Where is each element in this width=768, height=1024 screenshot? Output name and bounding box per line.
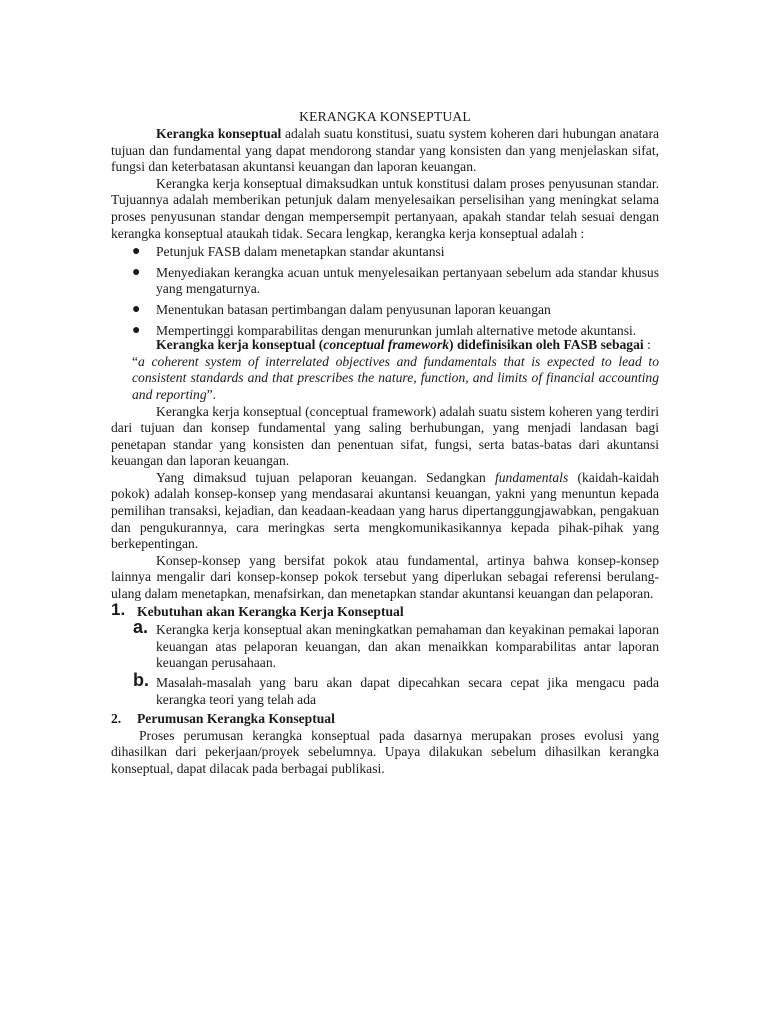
section-number: 2. <box>111 711 122 727</box>
paragraph-fundamentals: Yang dimaksud tujuan pelaporan keuangan. Sedangkan fundamentals (kaidah-kaidah pokok) adalah konsep-konsep yang mendasarai akuntansi keuangan, yakni yang menuntun kepada pemilihan transaksi, kejadian, dan keadaan-keadaan yang harus dipertanggungjawabkan, pengakuan dan pengukurannya, cara meringkas serta mengkomunikasikannya kepada pihak-pihak yang berkepentingan. <box>111 469 659 552</box>
section-number: 1. <box>111 599 126 619</box>
list-item: ● Menentukan batasan pertimbangan dalam penyusunan laporan keuangan <box>132 301 551 317</box>
paragraph-text: adalah suatu konstitusi, suatu system koheren dari hubungan anatara tujuan dan fundamental yang dapat mendorong standar yang konsisten dan yang menjelaskan sifat, fungsi dan keterbatasan akuntansi keuangan dan laporan keuangan. <box>111 126 659 175</box>
bullet-list <box>111 244 659 339</box>
document-page <box>111 109 659 778</box>
list-item: ● Petunjuk FASB dalam menetapkan standar akuntansi <box>132 244 445 260</box>
list-item: ● Menyediakan kerangka acuan untuk menyelesaikan pertanyaan sebelum ada standar khusus yang mengaturnya. <box>132 264 659 297</box>
paragraph-framework: Kerangka kerja konseptual (conceptual framework) adalah suatu sistem koheren yang terdiri dari tujuan dan konsep fundamental yang saling berhubungan, yang menjadi landasan bagi penetapan standar yang konsisten dan penentuan sifat, fungsi, serta batas-batas dari akuntansi keuangan dan laporan keuangan. <box>111 403 659 469</box>
bullet-icon: ● <box>132 301 141 317</box>
term-bold: Kerangka konseptual <box>156 126 282 141</box>
paragraph-fasb-definition: Kerangka kerja konseptual (conceptual framework) didefinisikan oleh FASB sebagai : <box>156 337 651 353</box>
list-item: b. Masalah-masalah yang baru akan dapat dipecahkan secara cepat jika mengacu pada kerangka teori yang telah ada <box>133 670 659 707</box>
paragraph-purpose: Kerangka kerja konseptual dimaksudkan untuk konstitusi dalam proses penyusunan standar. Tujuannya adalah memberikan petunjuk dalam menyelesaikan perselisihan yang meningkat selama proses penyusunan standar dengan mempersempit pertanyaan, apakah standar telah sesuai dengan kerangka konseptual ataukah tidak. Secara lengkap, kerangka kerja konseptual adalah : <box>111 175 659 241</box>
section-heading-2: 2. Perumusan Kerangka Konseptual <box>111 711 335 727</box>
fasb-quote: “a coherent system of interrelated objectives and fundamentals that is expected to lead to consistent standards and that prescribes the nature, function, and limits of financial accounting and reporting”. <box>132 353 659 402</box>
bullet-icon: ● <box>132 322 141 338</box>
section-heading-1: 1. Kebutuhan akan Kerangka Kerja Konseptual <box>111 599 404 619</box>
list-item: ● Mempertinggi komparabilitas dengan menurunkan jumlah alternative metode akuntansi. <box>132 322 637 338</box>
paragraph-formulation: Proses perumusan kerangka konseptual pada dasarnya merupakan proses evolusi yang dihasilkan dari pekerjaan/proyek sebelumnya. Upaya dilakukan sebelum dihasilkan kerangka konseptual, dapat dilacak pada berbagai publikasi. <box>111 727 659 776</box>
list-letter: b. <box>133 670 149 690</box>
paragraph-concepts: Konsep-konsep yang bersifat pokok atau fundamental, artinya bahwa konsep-konsep lainnya mengalir dari konsep-konsep pokok tersebut yang diperlukan sebagai referensi berulang-ulang dalam menetapkan, menafsirkan, dan menetapkan standar akuntansi keuangan dan pelaporan. <box>111 552 659 602</box>
paragraph-definition <box>111 126 659 176</box>
bullet-icon: ● <box>132 264 141 280</box>
list-letter: a. <box>133 617 149 638</box>
bullet-icon: ● <box>132 244 141 260</box>
page-title: KERANGKA KONSEPTUAL <box>299 109 471 124</box>
lettered-list <box>111 617 659 708</box>
list-item: a. Kerangka kerja konseptual akan meningkatkan pemahaman dan keyakinan pemakai laporan keuangan atas pelaporan keuangan, dan akan menaikkan komparabilitas antar laporan keuangan perusahaan. <box>133 617 659 671</box>
